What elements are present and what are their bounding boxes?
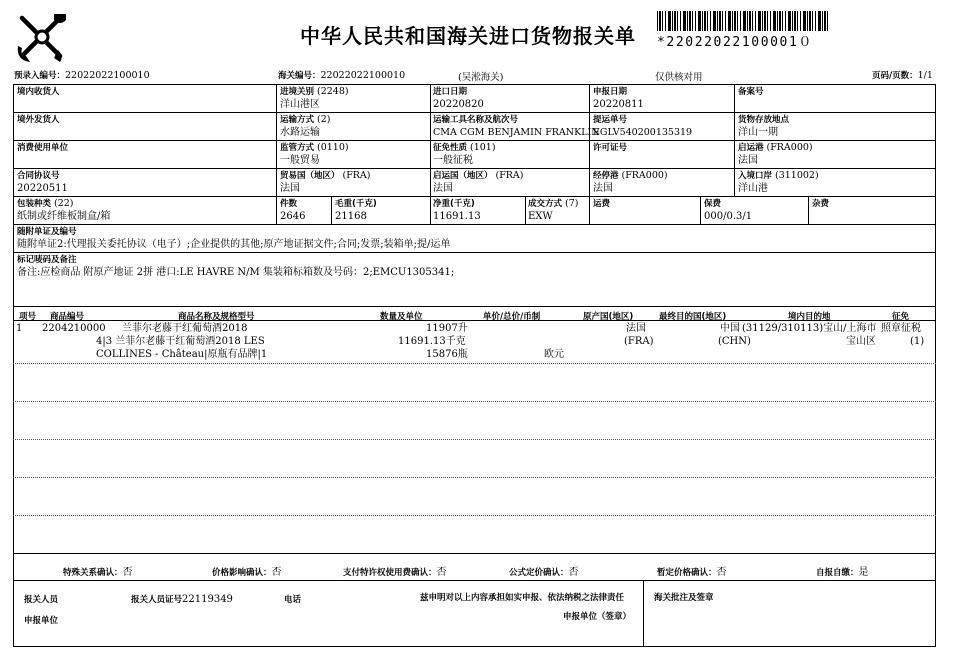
docs-label: 随附单证及编号 [17, 227, 77, 237]
package-value: 纸制或纤维板制盒/箱 [17, 211, 111, 222]
goods-name-line3: COLLINES - Château|原瓶有品牌|1 [96, 349, 268, 360]
trade-country-value: 法国 [280, 183, 300, 194]
import-date-value: 20220820 [433, 99, 484, 110]
consignor-label: 境外发货人 [17, 115, 60, 125]
marks-value: 备注:应检商品 附原产地证 2拼 港口:LE HAVRE N/M 集装箱标箱数及号码：2;EMCU1305341; [17, 267, 455, 278]
terms-value: EXW [528, 211, 553, 222]
barcode [657, 11, 829, 31]
loading-port-value: 法国 [738, 155, 758, 166]
entry-port-value: 洋山港区 [280, 99, 320, 110]
verify-watermark: 仅供核对用 [655, 72, 703, 83]
levy-value: 一般征税 [433, 155, 473, 166]
entry-port-code: (2248) [316, 86, 349, 97]
declarant-cert-value: 22119349 [182, 594, 233, 605]
goods-domestic-2: 宝山区 [846, 336, 876, 347]
license-label: 许可证号 [593, 143, 628, 153]
consumer-label: 消费使用单位 [17, 143, 69, 153]
consignee-label: 境内收货人 [17, 87, 60, 97]
transport-mode-code: (2) [316, 114, 331, 125]
pieces-label: 件数 [280, 199, 298, 209]
insurance-label: 保费 [704, 199, 722, 209]
provisional-price-label: 暂定价格确认： [657, 568, 717, 578]
origin-country-label: 启运国（地区） [433, 171, 493, 181]
goods-header-name: 商品名称及规格型号 [178, 312, 255, 322]
formula-price-value: 否 [568, 567, 579, 578]
package-label: 包装种类 [17, 199, 52, 209]
entry-place-code: (311002) [774, 170, 819, 181]
goods-item-no: 1 [16, 323, 23, 334]
price-impact-value: 否 [271, 567, 282, 578]
royalty-value: 否 [436, 567, 447, 578]
declare-date-value: 20220811 [593, 99, 644, 110]
gross-weight-label: 毛重(千克) [335, 199, 377, 209]
formula-price-label: 公式定价确认： [509, 568, 569, 578]
misc-label: 杂费 [812, 199, 830, 209]
self-pay-label: 自报自缴： [816, 568, 859, 578]
contract-label: 合同协议号 [17, 171, 60, 181]
loading-port-code: (FRA000) [766, 142, 813, 153]
customs-emblem-icon [14, 10, 70, 64]
goods-name-line2: 4|3 兰菲尔老藤干红葡萄酒2018 LES [96, 336, 265, 347]
goods-header-price: 单价/总价/币制 [483, 312, 541, 322]
goods-name-line1: 兰菲尔老藤干红葡萄酒2018 [122, 323, 248, 334]
page-label: 页码/页数： [872, 71, 918, 81]
goods-duty: 照章征税 [881, 323, 921, 334]
page-title: 中华人民共和国海关进口货物报关单 [300, 24, 636, 48]
storage-label: 货物存放地点 [738, 115, 790, 125]
trade-country-code: (FRA) [342, 170, 371, 181]
terms-label: 成交方式 [528, 199, 563, 209]
declare-unit-label: 申报单位 [24, 616, 59, 626]
goods-hs-code: 2204210000 [42, 323, 106, 334]
customs-note-label: 海关批注及签章 [654, 593, 714, 603]
seal-label: 申报单位（签章） [563, 612, 632, 622]
price-impact-label: 价格影响确认： [212, 568, 272, 578]
origin-country-value: 法国 [433, 183, 453, 194]
origin-country-code: (FRA) [495, 170, 524, 181]
special-relation-value: 否 [122, 567, 133, 578]
goods-origin-code: (FRA) [624, 336, 654, 347]
bl-value: EGLV540200135319 [593, 127, 693, 138]
package-code: (22) [53, 198, 74, 209]
vessel-label: 运输工具名称及航次号 [433, 115, 519, 125]
goods-header-dest: 最终目的国(地区) [659, 312, 727, 322]
special-relation-label: 特殊关系确认： [63, 568, 123, 578]
customs-number-label: 海关编号： [278, 71, 321, 81]
trade-country-label: 贸易国（地区） [280, 171, 340, 181]
goods-header-hs: 商品编号 [50, 312, 85, 322]
storage-value: 洋山一期 [738, 127, 778, 138]
self-pay-value: 是 [858, 567, 869, 578]
goods-duty-code: (1) [910, 336, 925, 347]
freight-label: 运费 [593, 199, 611, 209]
supervision-label: 监管方式 [280, 143, 315, 153]
phone-label: 电话 [284, 595, 302, 605]
supervision-value: 一般贸易 [280, 155, 320, 166]
transit-port-label: 经停港 [593, 171, 619, 181]
transit-port-value: 法国 [593, 183, 613, 194]
goods-currency: 欧元 [544, 349, 564, 360]
insurance-value: 000/0.3/1 [704, 211, 753, 222]
entry-place-label: 入境口岸 [738, 171, 773, 181]
customs-office: (吴淞海关) [458, 72, 504, 83]
bl-label: 提运单号 [593, 115, 628, 125]
pre-entry-number: 22022022100010 [65, 70, 150, 81]
levy-label: 征免性质 [433, 143, 468, 153]
transport-mode-label: 运输方式 [280, 115, 315, 125]
royalty-label: 支付特许权使用费确认： [343, 568, 437, 578]
barcode-text: *22022022100001０ [657, 35, 813, 50]
import-date-label: 进口日期 [433, 87, 468, 97]
legal-statement: 兹申明对以上内容承担如实申报、依法纳税之法律责任 [420, 593, 625, 603]
pieces-value: 2646 [280, 211, 306, 222]
pre-entry-label: 预录入编号： [14, 71, 66, 81]
goods-qty-3: 15876瓶 [426, 349, 468, 360]
net-weight-label: 净重(千克) [433, 199, 475, 209]
record-no-label: 备案号 [738, 87, 764, 97]
goods-domestic-1: (31129/310113)宝山/上海市 [742, 323, 877, 334]
goods-dest-code: (CHN) [718, 336, 751, 347]
goods-header-origin: 原产国(地区) [583, 312, 634, 322]
vessel-value: CMA CGM BENJAMIN FRANKLIN [433, 127, 600, 138]
loading-port-label: 启运港 [738, 143, 764, 153]
terms-code: (7) [564, 198, 579, 209]
docs-value: 随附单证2:代理报关委托协议（电子）;企业提供的其他;原产地证据文件;合同;发票;装箱单;提/运单 [17, 239, 451, 250]
contract-value: 20220511 [17, 183, 68, 194]
goods-header-qty: 数量及单位 [380, 312, 423, 322]
goods-header-duty: 征免 [892, 312, 910, 322]
entry-place-value: 洋山港 [738, 183, 768, 194]
customs-number: 22022022100010 [320, 70, 406, 81]
goods-qty-2: 11691.13千克 [398, 336, 466, 347]
gross-weight-value: 21168 [335, 211, 367, 222]
goods-header-item: 项号 [19, 312, 37, 322]
goods-origin: 法国 [626, 323, 646, 334]
page-number: 1/1 [917, 70, 933, 81]
goods-header-domestic: 境内目的地 [788, 312, 831, 322]
marks-label: 标记唛码及备注 [17, 255, 77, 265]
provisional-price-value: 否 [716, 567, 727, 578]
goods-dest: 中国 [720, 323, 740, 334]
goods-qty-1: 11907升 [426, 323, 468, 334]
net-weight-value: 11691.13 [433, 211, 481, 222]
declare-date-label: 申报日期 [593, 87, 628, 97]
declarant-label: 报关人员 [24, 595, 59, 605]
transit-port-code: (FRA000) [621, 170, 668, 181]
supervision-code: (0110) [316, 142, 349, 153]
declarant-cert-label: 报关人员证号 [131, 595, 183, 605]
entry-port-label: 进境关别 [280, 87, 315, 97]
levy-code: (101) [469, 142, 496, 153]
transport-mode-value: 水路运输 [280, 127, 320, 138]
